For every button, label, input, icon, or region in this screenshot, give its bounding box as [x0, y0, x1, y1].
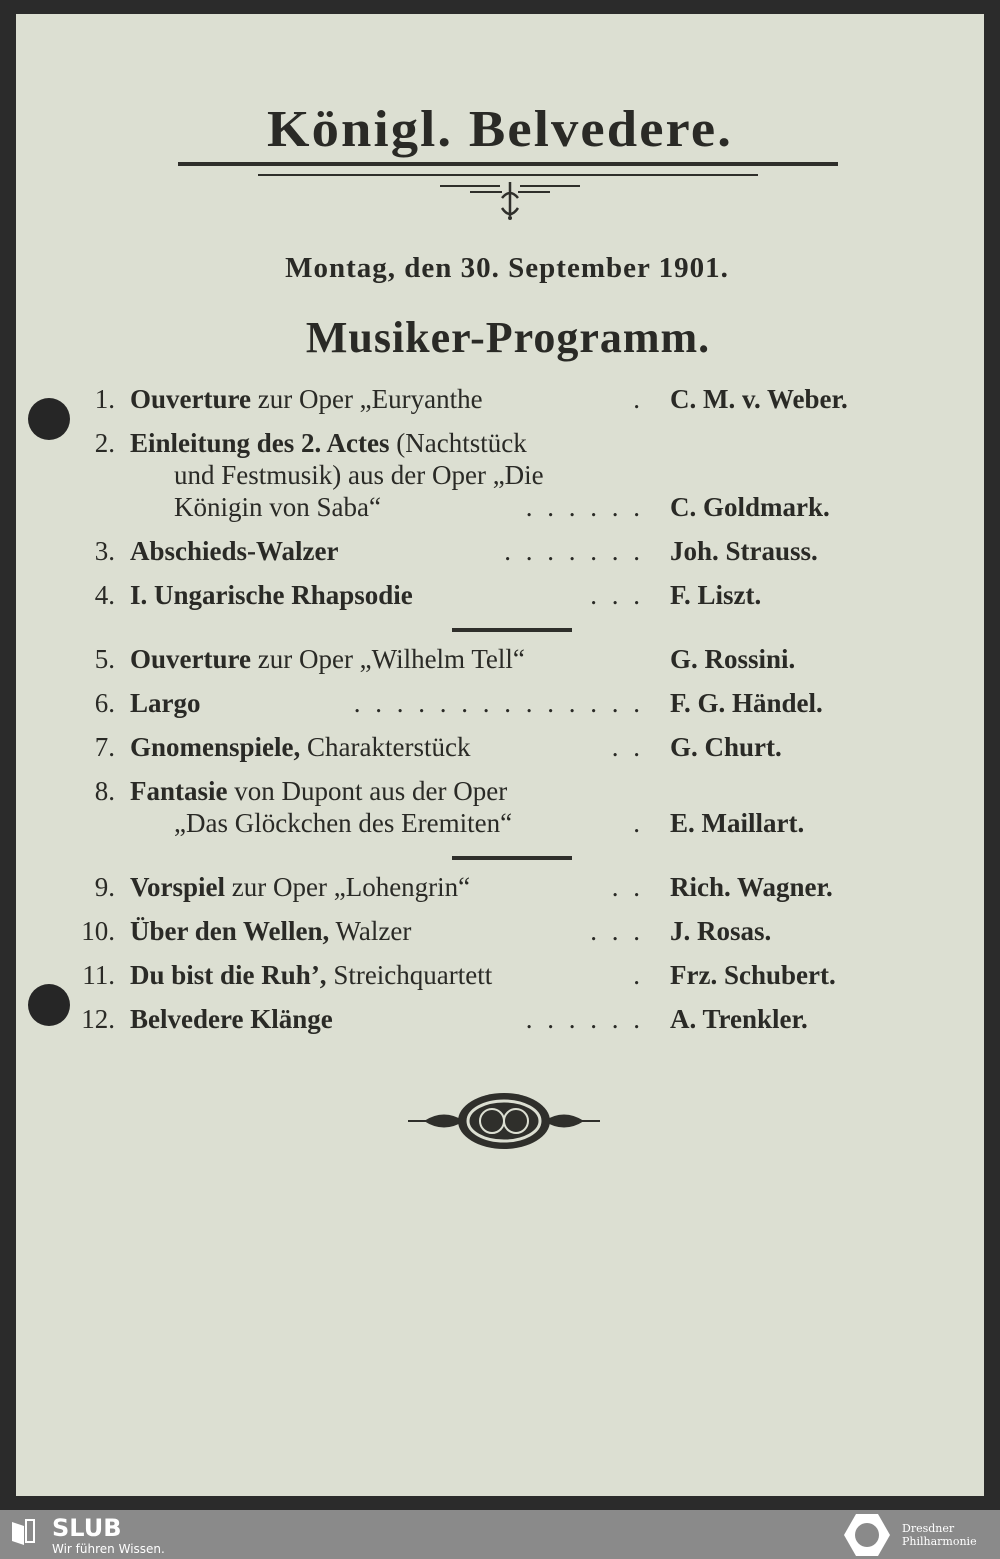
composer: F. Liszt. [670, 580, 762, 610]
item-title-detail: „Das Glöckchen des Eremiten“ [174, 808, 513, 838]
item-title [174, 492, 381, 523]
dot-leader: . . . . . . [525, 1004, 640, 1034]
slub-logo: SLUB [52, 1514, 122, 1542]
footer-bar [0, 1510, 1000, 1559]
punch-hole [28, 984, 70, 1026]
program-item [0, 384, 1000, 416]
item-title-bold: Ouverture [130, 384, 251, 414]
program-item [0, 776, 1000, 808]
item-title [130, 644, 525, 675]
dot-leader: . . [611, 732, 640, 762]
item-title [130, 960, 492, 991]
composer: Frz. Schubert. [670, 960, 836, 990]
item-title-detail: zur Oper „Euryanthe [250, 384, 483, 414]
title-rule-thin [258, 174, 758, 176]
dot-leader: . . . . . . [525, 492, 640, 522]
philharmonie-logo-icon [842, 1512, 892, 1558]
item-number: 7. [94, 732, 115, 762]
composer: E. Maillart. [670, 808, 805, 838]
title-rule [178, 162, 838, 166]
slub-book-icon [10, 1518, 36, 1546]
item-title-detail: zur Oper „Wilhelm Tell“ [250, 644, 525, 674]
program-heading: Musiker-Programm. [305, 313, 711, 362]
dot-leader: . [633, 384, 640, 414]
dot-leader: . . . . . . . [504, 536, 640, 566]
dot-leader: . . . . . . . . . . . . . . [353, 688, 640, 718]
program-item [0, 688, 1000, 720]
program-item [0, 732, 1000, 764]
item-title-bold: Belvedere Klänge [130, 1004, 333, 1034]
dot-leader: . . . [590, 916, 640, 946]
ornament-icon [404, 1088, 604, 1154]
item-title [130, 872, 470, 903]
section-divider [452, 856, 572, 860]
composer: G. Churt. [670, 732, 782, 762]
item-title-bold: I. Ungarische Rhapsodie [130, 580, 413, 610]
item-title [130, 776, 507, 807]
item-number: 10. [81, 916, 115, 946]
composer: Rich. Wagner. [670, 872, 833, 902]
item-number: 5. [94, 644, 115, 674]
item-number: 11. [82, 960, 115, 990]
dot-leader: . [633, 808, 640, 838]
item-title-detail: Königin von Saba“ [174, 492, 381, 522]
composer: Joh. Strauss. [670, 536, 818, 566]
composer: F. G. Händel. [670, 688, 823, 718]
item-title-bold: Du bist die Ruh’, [130, 960, 327, 990]
item-title-bold: Über den Wellen, [130, 916, 330, 946]
composer: C. M. v. Weber. [670, 384, 848, 414]
slub-tagline: Wir führen Wissen. [52, 1542, 165, 1556]
item-title [130, 916, 411, 947]
program-item-continuation [0, 808, 1000, 840]
item-title [130, 384, 483, 415]
item-title [130, 536, 339, 567]
program-item [0, 644, 1000, 676]
item-title [130, 732, 470, 763]
item-number: 6. [94, 688, 115, 718]
program-item [0, 1004, 1000, 1036]
item-title-detail: Walzer [329, 916, 412, 946]
composer: J. Rosas. [670, 916, 772, 946]
program-item [0, 916, 1000, 948]
item-number: 1. [94, 384, 115, 414]
program-item [0, 536, 1000, 568]
partner-line2: Philharmonie [902, 1535, 977, 1548]
program-item-continuation [0, 460, 1000, 492]
item-number: 4. [94, 580, 115, 610]
item-title-detail: von Dupont aus der Oper [227, 776, 508, 806]
program-item-continuation [0, 492, 1000, 524]
item-title [174, 808, 512, 839]
item-title-detail: zur Oper „Lohengrin“ [225, 872, 471, 902]
document-title: Königl. Belvedere. [267, 101, 733, 158]
item-title-bold: Vorspiel [130, 872, 226, 902]
item-number: 12. [81, 1004, 115, 1034]
punch-hole [28, 398, 70, 440]
composer: G. Rossini. [670, 644, 796, 674]
item-title-bold: Gnomenspiele, [130, 732, 301, 762]
item-title-bold: Fantasie [130, 776, 228, 806]
item-title [130, 580, 413, 611]
item-title [174, 460, 544, 491]
program-list [0, 372, 1000, 1036]
item-title-detail: Charakterstück [300, 732, 471, 762]
item-number: 8. [94, 776, 115, 806]
ornament-icon [430, 178, 590, 222]
composer: A. Trenkler. [670, 1004, 808, 1034]
item-number: 3. [94, 536, 115, 566]
item-title [130, 428, 527, 459]
dot-leader: . [633, 960, 640, 990]
partner-line1: Dresdner [902, 1522, 955, 1535]
item-title [130, 1004, 333, 1035]
item-number: 9. [94, 872, 115, 902]
program-item [0, 960, 1000, 992]
dot-leader: . . . [590, 580, 640, 610]
item-title-detail: (Nachtstück [389, 428, 527, 458]
program-item [0, 580, 1000, 612]
philharmonie-logo-text [902, 1522, 977, 1548]
item-title-detail: und Festmusik) aus der Oper „Die [174, 460, 544, 490]
composer: C. Goldmark. [670, 492, 830, 522]
item-title-bold: Abschieds-Walzer [130, 536, 339, 566]
item-title-bold: Largo [130, 688, 201, 718]
item-title-bold: Ouverture [130, 644, 251, 674]
program-item [0, 428, 1000, 460]
program-item [0, 872, 1000, 904]
item-title-bold: Einleitung des 2. Actes [130, 428, 390, 458]
dot-leader: . . [611, 872, 640, 902]
item-title-detail: Streichquartett [326, 960, 493, 990]
item-number: 2. [94, 428, 115, 458]
concert-date: Montag, den 30. September 1901. [285, 252, 729, 284]
section-divider [452, 628, 572, 632]
item-title [130, 688, 201, 719]
